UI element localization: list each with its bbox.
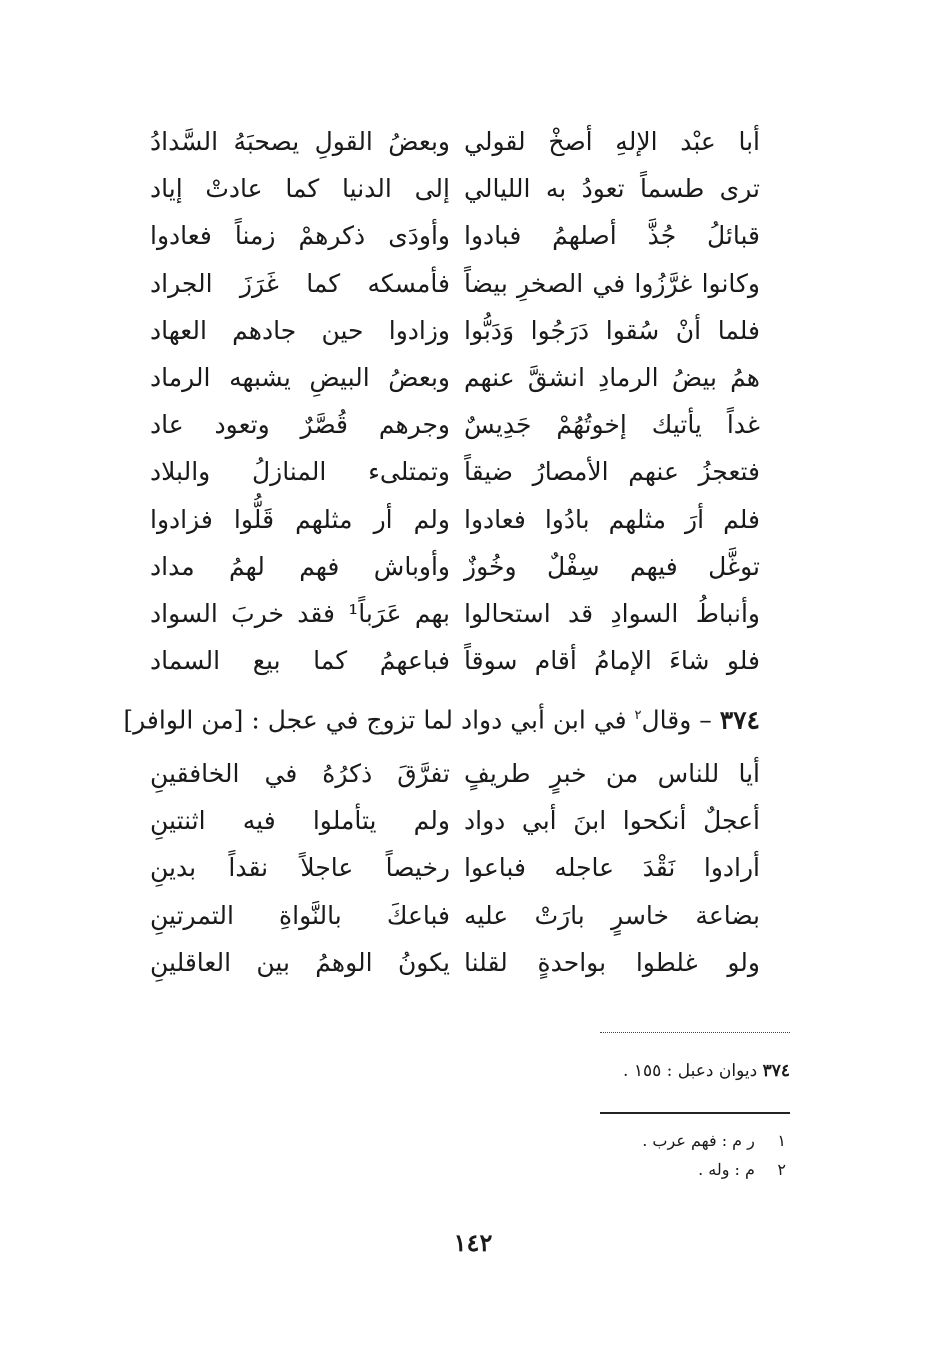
source-note [623, 1058, 790, 1084]
hemistich-second: بهم عَرَباً¹ فقد خربَ السواد [150, 598, 451, 628]
heading-occasion: في ابن أبي دواد لما تزوج في عجل : [251, 705, 627, 735]
verse-2 [150, 165, 760, 212]
footnote-number: ١ [777, 1131, 786, 1150]
heading-intro: وقال [641, 705, 692, 735]
hemistich-first: ترى طسماً تعودُ به الليالي [464, 174, 760, 204]
hemistich-second: تفرَّقَ ذكرُهُ في الخافقينِ [150, 759, 450, 788]
verse-12 [150, 637, 760, 684]
hemistich-second: وبعضُ القولِ يصحبَهُ السَّدادُ [150, 127, 450, 156]
verse-3 [150, 212, 760, 259]
hemistich-second: فأمسكه كما غَرَزَ الجراد [150, 268, 450, 298]
hemistich-second: وأوباش فهم لهمُ مداد [150, 551, 450, 581]
verse-10 [150, 543, 760, 590]
footnotes [642, 1126, 786, 1184]
poem-number: ٣٧٤ [719, 705, 760, 735]
hemistich-first: أرادوا نَقْدَ عاجله فباعوا [464, 853, 760, 883]
hemistich-first: همُ بيضُ الرمادِ انشقَّ عنهم [464, 362, 760, 392]
verse-6 [150, 354, 760, 401]
footnote-text: م : وله . [698, 1160, 755, 1179]
heading-dash: – [699, 705, 712, 735]
verse-5 [150, 307, 760, 354]
hemistich-first: أبا عبْد الإلهِ أصخْ لقولي [464, 127, 760, 156]
hemistich-first: فلما أنْ سُقوا دَرَجُوا وَدَبُّوا [464, 315, 760, 345]
footnote-divider [600, 1112, 790, 1114]
dotted-divider [600, 1032, 790, 1033]
footnote [642, 1126, 786, 1155]
verse-5 [150, 939, 760, 986]
verse-8 [150, 448, 760, 495]
verse-2 [150, 797, 760, 844]
verse-4 [150, 892, 760, 939]
hemistich-first: أيا للناس من خبرٍ طريفٍ [464, 759, 760, 788]
poem-2 [150, 750, 760, 986]
hemistich-first: وأنباطُ السوادِ قد استحالوا [464, 598, 760, 628]
hemistich-second: وأودَى ذكرهمْ زمناً فعادوا [150, 221, 450, 251]
source-text: ديوان دعبل : ١٥٥ . [623, 1061, 758, 1081]
footnote-number: ٢ [777, 1160, 786, 1179]
hemistich-first: وكانوا غرَّزُوا في الصخرِ بيضاً [464, 268, 760, 298]
hemistich-second: ولم أر مثلهم قَلُّوا فزادوا [150, 504, 450, 534]
footnote-text: ر م : فهم عرب . [642, 1131, 755, 1150]
hemistich-second: وزادوا حين جادهم العهاد [150, 315, 450, 345]
verse-11 [150, 590, 760, 637]
hemistich-first: فتعجزُ عنهم الأمصارُ ضيقاً [464, 457, 760, 487]
hemistich-second: ولم يتأملوا فيه اثنتينِ [150, 806, 450, 836]
hemistich-second: وبعضُ البيضِ يشبهه الرماد [150, 362, 450, 392]
footnote [642, 1155, 786, 1184]
poem-heading [123, 696, 760, 740]
verse-1 [150, 750, 760, 797]
verse-7 [150, 401, 760, 448]
hemistich-second: يكونُ الوهمُ بين العاقلينِ [150, 947, 450, 977]
hemistich-first: ولو غلطوا بواحدةٍ لقلنا [464, 947, 760, 977]
hemistich-second: رخيصاً عاجلاً نقداً بدينِ [150, 853, 450, 883]
hemistich-second: فباعهمُ كما بيع السماد [150, 646, 450, 676]
verse-3 [150, 844, 760, 891]
hemistich-second: فباعكَ بالنَّواةِ التمرتينِ [150, 900, 450, 930]
hemistich-second: وتمتلىء المنازلُ والبلاد [150, 457, 450, 487]
hemistich-first: توغَّل فيهم سِفْلٌ وخُوزٌ [464, 551, 760, 581]
page-number: ١٤٢ [453, 1228, 493, 1257]
hemistich-first: قبائلُ جُذَّ أصلهمُ فبادوا [464, 221, 760, 251]
hemistich-second: إلى الدنيا كما عادتْ إياد [150, 174, 450, 204]
verse-1 [150, 118, 760, 165]
source-number: ٣٧٤ [762, 1061, 790, 1081]
verse-4 [150, 260, 760, 307]
footnote-ref: ٢ [634, 708, 642, 723]
hemistich-first: غداً يأتيك إخوتُهُمْ جَدِيسٌ [464, 410, 760, 440]
hemistich-second: وجرهم قُصَّرٌ وتعود عاد [150, 410, 450, 440]
hemistich-first: بضاعة خاسرٍ بارَتْ عليه [464, 900, 760, 930]
hemistich-first: أعجلٌ أنكحوا ابنَ أبي دواد [464, 806, 760, 836]
verse-9 [150, 496, 760, 543]
hemistich-first: فلم أرَ مثلهم بادُوا فعادوا [464, 504, 760, 534]
hemistich-first: فلو شاءَ الإمامُ أقام سوقاً [464, 646, 760, 676]
poem-meter: [من الوافر] [123, 705, 244, 735]
poem-1 [150, 118, 760, 684]
